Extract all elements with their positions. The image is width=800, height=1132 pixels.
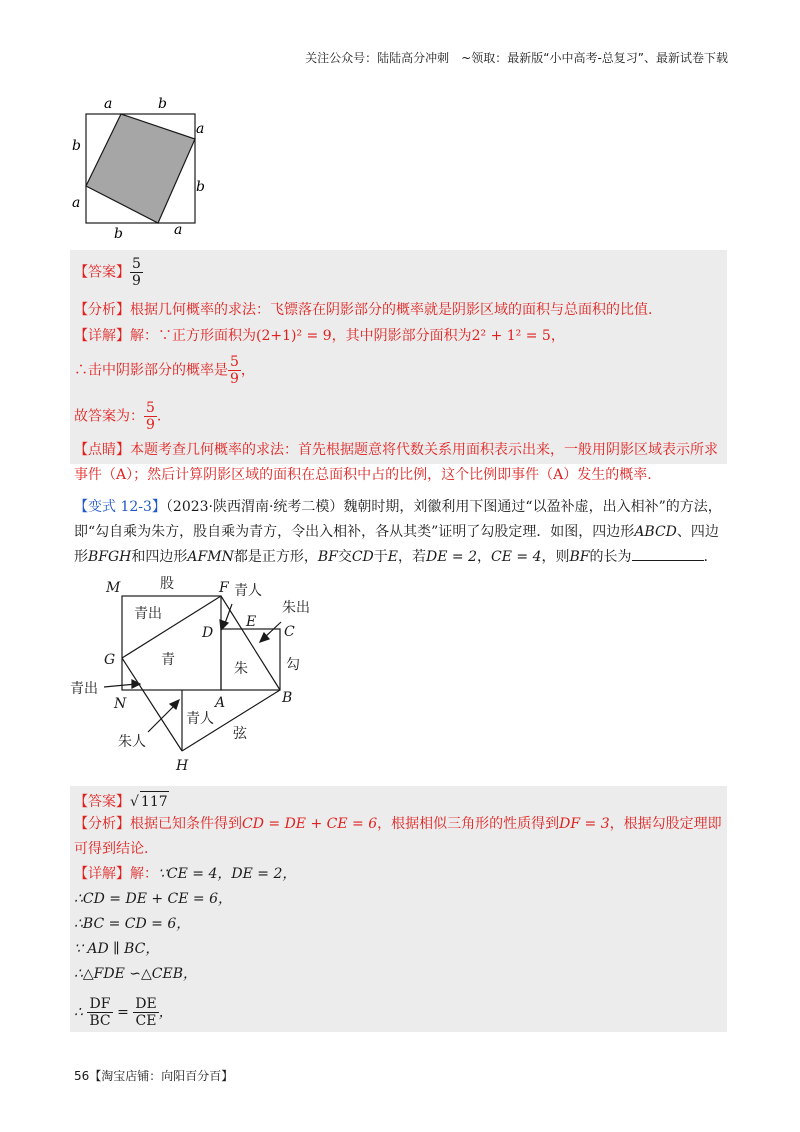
label-right-a: a bbox=[196, 121, 205, 137]
svg-text:E: E bbox=[246, 614, 257, 630]
svg-text:弦: 弦 bbox=[233, 726, 247, 742]
question-tag: 【变式 12-3】 bbox=[74, 499, 166, 515]
svg-text:H: H bbox=[176, 758, 189, 774]
analysis-paragraph-2: 【分析】根据已知条件得到CD = DE + CE = 6，根据相似三角形的性质得到DF = 3，根据勾股定理即可得到结论. bbox=[74, 816, 722, 857]
label-top-a: a bbox=[104, 96, 113, 112]
answer-blank bbox=[632, 546, 704, 561]
svg-text:N: N bbox=[114, 696, 127, 712]
label-top-b: b bbox=[158, 96, 167, 112]
detail-line-1: 【详解】解：∵正方形面积为(2+1)² = 9，其中阴影部分面积为2² + 1² = 5， bbox=[74, 328, 565, 344]
label-left-b: b bbox=[72, 138, 81, 154]
comment-paragraph-1: 【点睛】本题考查几何概率的求法：首先根据题意将代数关系用面积表示出来，一般用阴影区域表示所求事件（A）；然后计算阴影区域的面积在总面积中占的比例，这个比例即事件（A）发生的概率. bbox=[74, 442, 718, 483]
label-bottom-a: a bbox=[174, 222, 183, 238]
svg-text:D: D bbox=[202, 625, 214, 641]
page-header: 关注公众号：陆陆高分冲刺 ~领取：最新版“小中高考-总复习”、最新试卷下载 bbox=[305, 51, 728, 65]
detail-line-b5: ∴△FDE ∽△CEB， bbox=[74, 966, 197, 982]
detail-line-b6: ∴ $\frac{DF}{BC}$ = $\frac{DE}{CE}$ ， bbox=[74, 996, 173, 1029]
answer-line-2: 【答案】√ 117 bbox=[74, 791, 169, 812]
svg-text:朱人: 朱人 bbox=[118, 734, 146, 750]
label-left-a: a bbox=[72, 195, 81, 211]
detail-line-b1: 【详解】解：∵CE = 4，DE = 2， bbox=[74, 866, 297, 882]
figure-liuhui-diagram bbox=[66, 574, 326, 774]
svg-text:青出: 青出 bbox=[70, 681, 98, 697]
question-2: 【变式 12-3】（2023·陕西渭南·统考二模）魏朝时期，刘徽利用下图通过“以盈补虚，出入相补”的方法，即“勾自乘为朱方，股自乘为青方，令出入相补，各从其类”证明了勾股定理．如图，四边形ABCD、四边形BFGH和四边形AFMN都是正方形，BF交CD于E，若DE = 2，CE = 4，则BF的长为 . bbox=[74, 499, 722, 565]
detail-line-b3: ∴BC = CD = 6， bbox=[74, 916, 191, 932]
probability-fraction: $\frac{5}{9}$ bbox=[230, 354, 239, 387]
svg-text:朱: 朱 bbox=[234, 661, 248, 677]
final-fraction: $\frac{5}{9}$ bbox=[146, 400, 155, 433]
detail-line-b2: ∴CD = DE + CE = 6， bbox=[74, 891, 233, 907]
answer-tag: 【答案】 bbox=[74, 264, 130, 281]
svg-text:C: C bbox=[284, 624, 295, 640]
svg-text:A: A bbox=[215, 695, 226, 711]
analysis-line-1: 【分析】根据几何概率的求法：飞镖落在阴影部分的概率就是阴影区域的面积与总面积的比值. bbox=[74, 302, 653, 318]
svg-text:勾: 勾 bbox=[286, 657, 300, 673]
svg-text:青出: 青出 bbox=[134, 606, 162, 622]
svg-text:股: 股 bbox=[160, 576, 174, 592]
svg-text:朱出: 朱出 bbox=[282, 600, 310, 616]
label-bottom-b: b bbox=[114, 226, 123, 242]
detail-line-2: ∴击中阴影部分的概率是 $\frac{5}{9}$ ， bbox=[74, 354, 255, 387]
svg-text:B: B bbox=[282, 690, 293, 706]
svg-text:F: F bbox=[219, 580, 229, 596]
detail-line-3: 故答案为： $\frac{5}{9}$ . bbox=[74, 400, 162, 433]
svg-text:M: M bbox=[106, 580, 121, 596]
detail-line-b4: ∵ AD ∥ BC， bbox=[74, 941, 160, 957]
svg-text:青人: 青人 bbox=[186, 711, 214, 727]
answer-fraction: $\frac{5}{9}$ bbox=[132, 256, 141, 289]
svg-text:青人: 青人 bbox=[234, 583, 262, 599]
answer-sqrt: 117 bbox=[140, 791, 169, 812]
answer-line-1 bbox=[74, 256, 143, 289]
figure-square-diagram bbox=[68, 95, 218, 245]
label-right-b: b bbox=[196, 179, 205, 195]
svg-text:青: 青 bbox=[161, 652, 175, 668]
svg-text:G: G bbox=[104, 652, 116, 668]
shaded-square bbox=[86, 114, 195, 223]
page-footer: 56【淘宝店铺：向阳百分百】 bbox=[74, 1069, 234, 1083]
